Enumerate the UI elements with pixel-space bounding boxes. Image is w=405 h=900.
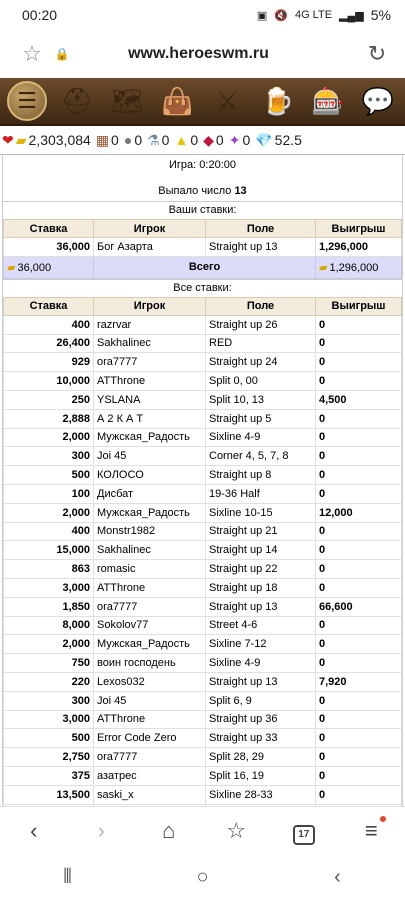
win-cell: 7,920: [316, 672, 402, 691]
field-cell: Straight up 24: [206, 353, 316, 372]
win-cell: 12,000: [316, 503, 402, 522]
crystal-icon: ◆: [203, 131, 214, 148]
win-cell: 0: [316, 372, 402, 391]
stake-cell: 36,000: [4, 238, 94, 257]
player-cell: Sakhalinec: [94, 334, 206, 353]
game-nav: [0, 78, 405, 126]
gold-value: 2,303,084: [28, 132, 91, 148]
win-cell: 0: [316, 560, 402, 579]
forward-icon[interactable]: ›: [97, 817, 105, 843]
table-row: [4, 315, 402, 334]
table-row: [4, 766, 402, 785]
stake-cell: 2,750: [4, 748, 94, 767]
table-row: [4, 691, 402, 710]
stake-cell: 100: [4, 484, 94, 503]
col-header-player: Игрок: [94, 297, 206, 315]
field-cell: Split 16, 19: [206, 766, 316, 785]
player-cell: ora7777: [94, 597, 206, 616]
table-row: [4, 635, 402, 654]
stake-cell: 2,000: [4, 428, 94, 447]
player-cell: Sakhalinec: [94, 541, 206, 560]
stake-cell: 375: [4, 766, 94, 785]
field-cell: Split 10, 13: [206, 390, 316, 409]
table-row: [4, 428, 402, 447]
col-header-win: Выигрыш: [316, 297, 402, 315]
drawn-number-line: [3, 181, 402, 201]
network-label: 4G LTE: [294, 9, 333, 21]
back-icon[interactable]: ‹: [30, 817, 38, 843]
win-cell: 0: [316, 541, 402, 560]
win-cell: 0: [316, 353, 402, 372]
player-cell: А 2 К А Т: [94, 409, 206, 428]
wood-value: 0: [111, 132, 119, 148]
table-row: [4, 484, 402, 503]
field-cell: Straight up 13: [206, 672, 316, 691]
win-cell: 0: [316, 334, 402, 353]
field-cell: RED: [206, 334, 316, 353]
player-cell: ATThrone: [94, 578, 206, 597]
stake-cell: 2,888: [4, 409, 94, 428]
ore-value: 0: [134, 132, 143, 148]
win-cell: 0: [316, 578, 402, 597]
table-row: [4, 785, 402, 804]
win-cell: 0: [316, 635, 402, 654]
mercury-value: 0: [161, 132, 170, 148]
your-bets-table: [3, 219, 402, 279]
player-cell: Sokolov77: [94, 616, 206, 635]
win-cell: 0: [316, 766, 402, 785]
sulfur-icon: ▲: [174, 132, 189, 148]
win-cell: 0: [316, 616, 402, 635]
stake-cell: 1,850: [4, 597, 94, 616]
win-cell: 1,296,000: [316, 238, 402, 257]
stake-cell: 400: [4, 315, 94, 334]
win-cell: 0: [316, 710, 402, 729]
player-cell: ora7777: [94, 748, 206, 767]
field-cell: Straight up 33: [206, 729, 316, 748]
stake-cell: 10,000: [4, 372, 94, 391]
table-row: [4, 466, 402, 485]
stake-cell: 15,000: [4, 541, 94, 560]
player-cell: ATThrone: [94, 710, 206, 729]
field-cell: Straight up 36: [206, 710, 316, 729]
home-icon[interactable]: ⌂: [162, 817, 176, 843]
total-win-cell: [316, 256, 402, 278]
stake-cell: 250: [4, 390, 94, 409]
gold-icon: ▰: [7, 261, 16, 274]
stake-cell: 500: [4, 729, 94, 748]
table-row: [4, 729, 402, 748]
win-cell: 0: [316, 691, 402, 710]
col-header-player: Игрок: [94, 220, 206, 238]
all-bets-table: [3, 297, 402, 824]
home-circle-icon[interactable]: ○: [196, 865, 209, 888]
stake-cell: 400: [4, 522, 94, 541]
reload-icon[interactable]: ↻: [367, 41, 387, 66]
win-cell: 0: [316, 428, 402, 447]
player-cell: Дисбат: [94, 484, 206, 503]
gold-icon: ▰: [15, 131, 27, 148]
win-cell: 0: [316, 654, 402, 673]
stake-cell: 863: [4, 560, 94, 579]
table-row: [4, 409, 402, 428]
heart-icon: ❤: [2, 131, 14, 148]
field-cell: Straight up 5: [206, 409, 316, 428]
player-cell: Lexos032: [94, 672, 206, 691]
stake-cell: 26,400: [4, 334, 94, 353]
win-cell: 4,500: [316, 390, 402, 409]
player-cell: Мужская_Радость: [94, 428, 206, 447]
hero-helmet-icon[interactable]: ⛑: [60, 85, 94, 116]
stake-cell: 3,000: [4, 710, 94, 729]
win-cell: 0: [316, 447, 402, 466]
wood-icon: ▦: [95, 131, 110, 148]
mercury-icon: ⚗: [147, 131, 160, 148]
stake-cell: 13,500: [4, 785, 94, 804]
player-cell: saski_x: [94, 785, 206, 804]
player-cell: КОЛОСО: [94, 466, 206, 485]
signal-icon: ▂▄▆: [339, 9, 364, 22]
field-cell: Straight up 18: [206, 578, 316, 597]
win-cell: 0: [316, 409, 402, 428]
inventory-bag-icon[interactable]: 👜: [161, 85, 194, 116]
your-bets-title: Ваши ставки:: [3, 201, 402, 219]
player-cell: ora7777: [94, 353, 206, 372]
table-row: [4, 597, 402, 616]
table-row: [4, 334, 402, 353]
win-cell: 0: [316, 785, 402, 804]
total-row: [4, 256, 402, 278]
chat-bubble-icon[interactable]: 💬: [361, 85, 395, 116]
table-row: [4, 522, 402, 541]
field-cell: Sixline 10-15: [206, 503, 316, 522]
player-cell: Error Code Zero: [94, 729, 206, 748]
stake-cell: 8,000: [4, 616, 94, 635]
player-cell: Joi 45: [94, 691, 206, 710]
player-cell: азатрес: [94, 766, 206, 785]
mute-icon: 🔇: [274, 9, 288, 22]
field-cell: Straight up 13: [206, 597, 316, 616]
player-cell: воин господень: [94, 654, 206, 673]
table-row: [4, 238, 402, 257]
browser-bottom-bar: [0, 806, 405, 854]
gems-value: 0: [242, 132, 251, 148]
field-cell: Straight up 8: [206, 466, 316, 485]
table-row: [4, 654, 402, 673]
win-cell: 0: [316, 466, 402, 485]
browser-menu-icon[interactable]: ≡: [346, 818, 396, 844]
win-cell: 66,600: [316, 597, 402, 616]
drawn-label: Выпало число: [158, 185, 232, 197]
url-text[interactable]: www.heroeswm.ru: [128, 45, 269, 62]
table-row: [4, 672, 402, 691]
status-icons: [257, 7, 391, 23]
field-cell: Sixline 28-33: [206, 785, 316, 804]
stake-cell: 929: [4, 353, 94, 372]
field-cell: Sixline 7-12: [206, 635, 316, 654]
sulfur-value: 0: [190, 132, 199, 148]
browser-url-bar: [0, 30, 405, 78]
diamond-icon: 💎: [255, 131, 273, 148]
gems-icon: ✦: [228, 131, 241, 148]
stake-cell: 500: [4, 466, 94, 485]
table-row: [4, 390, 402, 409]
table-row: [4, 710, 402, 729]
field-cell: Straight up 14: [206, 541, 316, 560]
tabs-count: 17: [293, 825, 315, 845]
gold-icon: ▰: [319, 261, 328, 274]
roulette-results[interactable]: [0, 154, 405, 806]
lock-icon[interactable]: 🔒: [54, 47, 70, 61]
win-cell: 0: [316, 522, 402, 541]
col-header-field: Поле: [206, 297, 316, 315]
total-stake-cell: [4, 256, 94, 278]
col-header-stake: Ставка: [4, 220, 94, 238]
stake-cell: 2,000: [4, 635, 94, 654]
all-bets-title: Все ставки:: [3, 279, 402, 297]
tabs-button[interactable]: [279, 817, 329, 845]
player-cell: Monstr1982: [94, 522, 206, 541]
stake-cell: 300: [4, 691, 94, 710]
field-cell: Split 28, 29: [206, 748, 316, 767]
field-cell: Split 0, 00: [206, 372, 316, 391]
stake-cell: 3,000: [4, 578, 94, 597]
player-cell: Мужская_Радость: [94, 635, 206, 654]
stake-cell: 2,000: [4, 503, 94, 522]
field-cell: Straight up 21: [206, 522, 316, 541]
stake-cell: 300: [4, 447, 94, 466]
crystal-value: 0: [215, 132, 224, 148]
menu-icon[interactable]: ☰: [7, 81, 47, 121]
col-header-field: Поле: [206, 220, 316, 238]
table-row: [4, 541, 402, 560]
table-row: [4, 578, 402, 597]
player-cell: razrvar: [94, 315, 206, 334]
recent-apps-icon[interactable]: ⦀: [63, 865, 72, 888]
table-row: [4, 372, 402, 391]
game-time: Игра: 0:20:00: [169, 159, 236, 171]
field-cell: Split 6, 9: [206, 691, 316, 710]
bookmarks-icon[interactable]: ☆: [226, 817, 247, 843]
status-time: 00:20: [22, 7, 58, 23]
field-cell: Straight up 26: [206, 315, 316, 334]
resources-bar: [0, 126, 405, 154]
player-cell: ATThrone: [94, 372, 206, 391]
field-cell: Street 4-6: [206, 616, 316, 635]
notification-icon: ▣: [256, 9, 268, 22]
status-bar: [0, 0, 405, 30]
player-cell: Бог Азарта: [94, 238, 206, 257]
win-cell: 0: [316, 729, 402, 748]
field-cell: Sixline 4-9: [206, 428, 316, 447]
table-row: [4, 447, 402, 466]
player-cell: YSLANA: [94, 390, 206, 409]
table-row: [4, 616, 402, 635]
battles-swords-icon[interactable]: ⚔: [215, 85, 240, 116]
table-row: [4, 748, 402, 767]
bookmark-star-icon[interactable]: ☆: [22, 41, 42, 66]
roulette-icon[interactable]: 🎰: [311, 85, 344, 116]
field-cell: Corner 4, 5, 7, 8: [206, 447, 316, 466]
stake-cell: 750: [4, 654, 94, 673]
total-stake: 36,000: [17, 261, 52, 274]
col-header-stake: Ставка: [4, 297, 94, 315]
win-cell: 0: [316, 484, 402, 503]
drawn-number: 13: [234, 185, 247, 197]
tavern-mug-icon[interactable]: 🍺: [261, 85, 294, 116]
win-cell: 0: [316, 315, 402, 334]
android-nav-bar: [0, 854, 405, 900]
ore-icon: ●: [123, 132, 133, 148]
all-bets-body: [4, 315, 402, 823]
map-scroll-icon[interactable]: 🗺: [110, 85, 144, 116]
player-cell: Joi 45: [94, 447, 206, 466]
notification-dot: [380, 816, 386, 822]
player-cell: Мужская_Радость: [94, 503, 206, 522]
table-row: [4, 503, 402, 522]
table-row: [4, 353, 402, 372]
win-cell: 0: [316, 748, 402, 767]
field-cell: Sixline 4-9: [206, 654, 316, 673]
player-cell: romasic: [94, 560, 206, 579]
table-row: [4, 560, 402, 579]
field-cell: 19-36 Half: [206, 484, 316, 503]
field-cell: Straight up 22: [206, 560, 316, 579]
diamond-value: 52.5: [274, 132, 302, 148]
total-label: Всего: [94, 256, 316, 278]
system-back-icon[interactable]: ‹: [334, 865, 341, 888]
col-header-win: Выигрыш: [316, 220, 402, 238]
stake-cell: 220: [4, 672, 94, 691]
battery-level: 5%: [370, 7, 391, 23]
total-win: 1,296,000: [329, 261, 379, 274]
field-cell: Straight up 13: [206, 238, 316, 257]
